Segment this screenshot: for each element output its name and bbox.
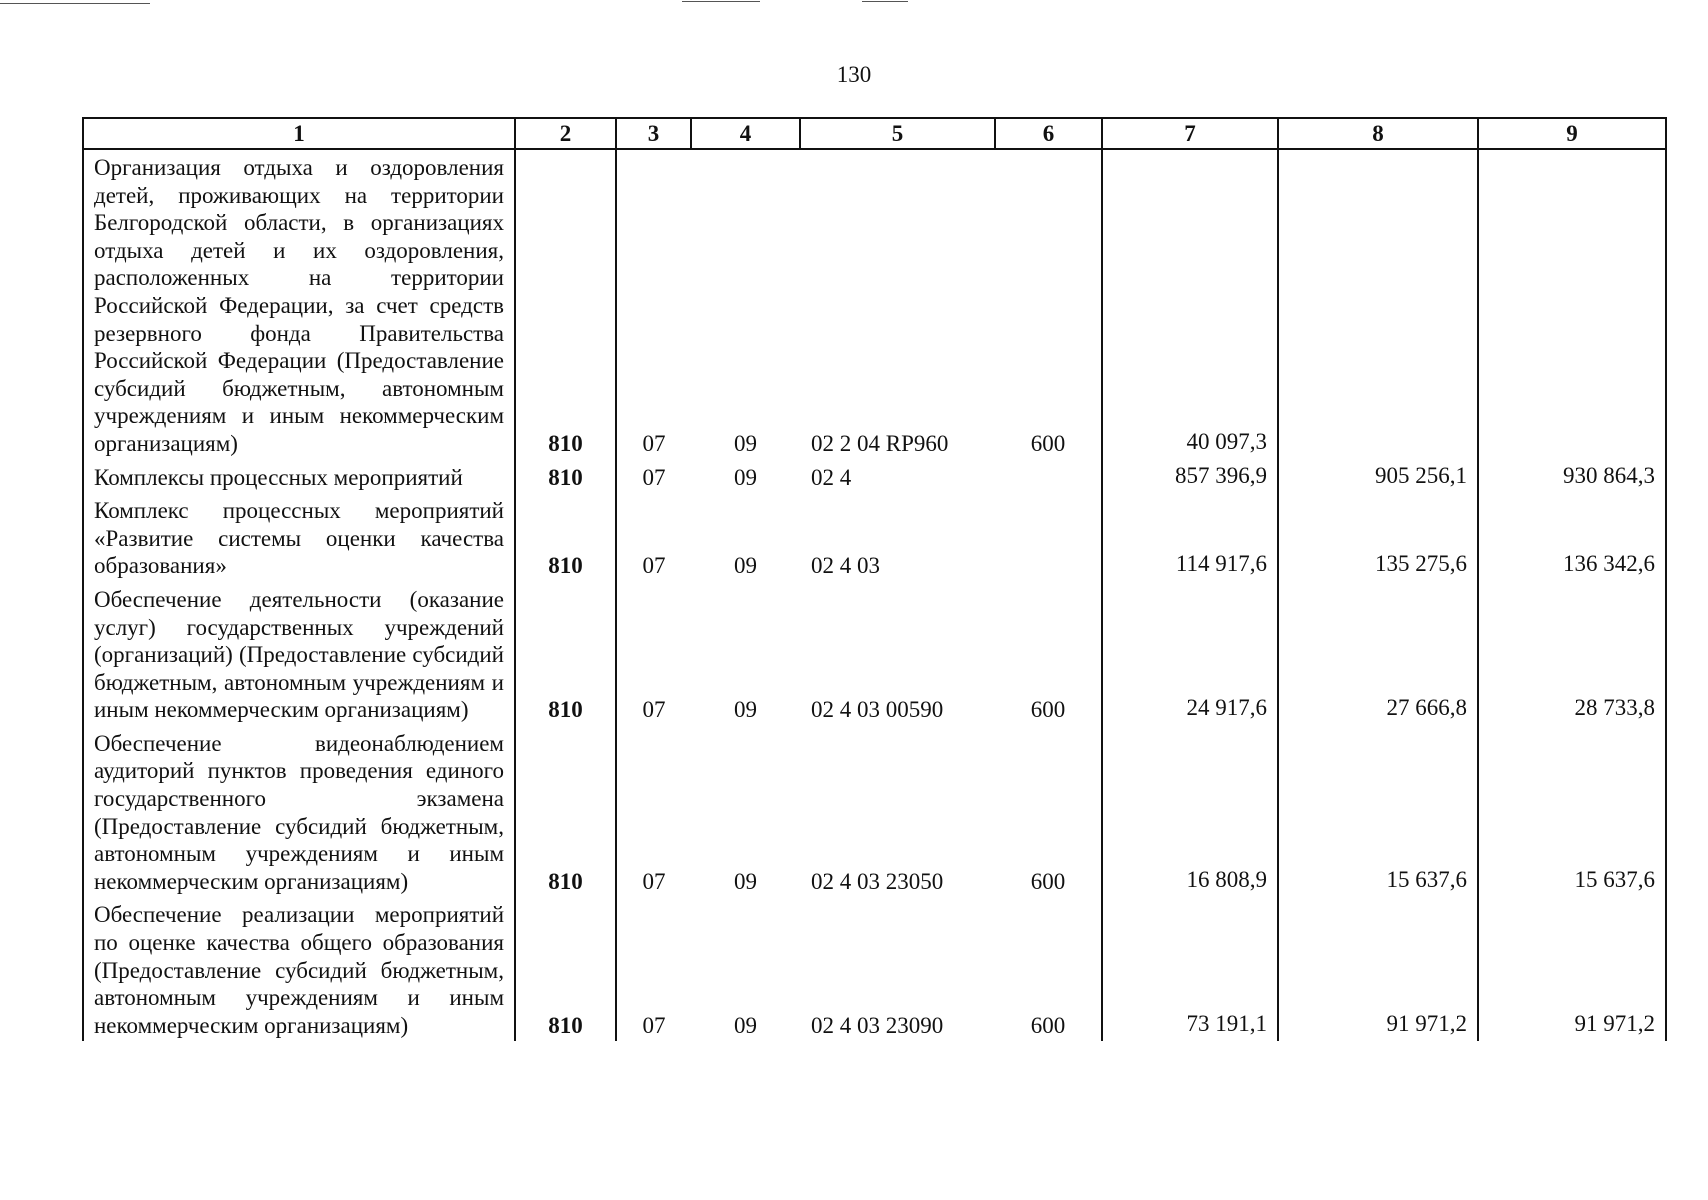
- column-header: 2: [515, 118, 616, 149]
- sum-year-3: [1478, 149, 1666, 460]
- column-header: 4: [691, 118, 800, 149]
- page-number: 130: [836, 62, 872, 87]
- section-code: 07: [642, 430, 666, 456]
- sum-year-2: 27 666,8: [1278, 582, 1478, 726]
- grbs-code: 810: [515, 149, 616, 460]
- column-header: 1: [83, 118, 515, 149]
- section-code: 07: [642, 464, 666, 490]
- column-header: 7: [1102, 118, 1278, 149]
- sum-year-1: 24 917,6: [1102, 582, 1278, 726]
- sum-year-3: 930 864,3: [1478, 460, 1666, 494]
- sum-year-1: 16 808,9: [1102, 726, 1278, 898]
- budget-table: [82, 117, 1667, 1041]
- section-code: 07: [642, 553, 666, 579]
- sum-year-3: 28 733,8: [1478, 582, 1666, 726]
- sum-year-1: 73 191,1: [1102, 897, 1278, 1041]
- subsection-code: 09: [734, 553, 757, 579]
- expense-type-code: 600: [1030, 697, 1066, 723]
- sum-year-1: 857 396,9: [1102, 460, 1278, 494]
- grbs-code: 810: [515, 726, 616, 898]
- sum-year-1: 114 917,6: [1102, 493, 1278, 582]
- grbs-code: 810: [515, 897, 616, 1041]
- row-name: Обеспечение реализации мероприятий по оценке качества общего образования (Предоставление субсидий бюджетным, автономным учреждениям и иным некоммерческим организациям): [83, 897, 515, 1041]
- subsection-code: 09: [734, 697, 757, 723]
- table-row: [83, 897, 1666, 1041]
- section-code: 07: [642, 697, 666, 723]
- table-row: [83, 726, 1666, 898]
- sum-year-1: 40 097,3: [1102, 149, 1278, 460]
- column-header: 8: [1278, 118, 1478, 149]
- sum-year-2: [1278, 149, 1478, 460]
- expense-type-code: [995, 493, 1102, 582]
- column-header: 5: [800, 118, 995, 149]
- header-row: [83, 118, 1666, 149]
- row-name: Комплексы процессных мероприятий: [83, 460, 515, 494]
- target-article-code: 02 4 03: [811, 553, 880, 579]
- sum-year-2: 91 971,2: [1278, 897, 1478, 1041]
- column-header: 3: [616, 118, 691, 149]
- grbs-code: 810: [515, 582, 616, 726]
- column-header: 9: [1478, 118, 1666, 149]
- row-name: Организация отдыха и оздоровления детей, проживающих на территории Белгородской области, в организациях отдыха детей и их оздоровления, расположенных на территории Российской Федерации, за счет средств резервного фонда Правительства Российской Федерации (Предоставление субсидий бюджетным, автономным учреждениям и иным некоммерческим организациям): [83, 149, 515, 460]
- subsection-code: 09: [734, 1012, 757, 1038]
- column-header: 6: [995, 118, 1102, 149]
- scan-edge-mark: [0, 3, 150, 4]
- section-code: 07: [642, 868, 666, 894]
- table-row: [83, 460, 1666, 494]
- subsection-code: 09: [734, 464, 757, 490]
- sum-year-3: 91 971,2: [1478, 897, 1666, 1041]
- expense-type-code: 600: [1030, 868, 1066, 894]
- expense-type-code: 600: [1030, 430, 1066, 456]
- subsection-code: 09: [734, 868, 757, 894]
- target-article-code: 02 4 03 23050: [811, 868, 944, 894]
- table-row: [83, 149, 1666, 460]
- row-name: Комплекс процессных мероприятий «Развитие системы оценки качества образования»: [83, 493, 515, 582]
- sum-year-2: 15 637,6: [1278, 726, 1478, 898]
- sum-year-3: 136 342,6: [1478, 493, 1666, 582]
- sum-year-2: 135 275,6: [1278, 493, 1478, 582]
- scan-edge-mark: [862, 1, 908, 2]
- table-row: [83, 493, 1666, 582]
- sum-year-3: 15 637,6: [1478, 726, 1666, 898]
- scan-edge-mark: [682, 1, 760, 2]
- target-article-code: 02 4 03 23090: [811, 1012, 944, 1038]
- target-article-code: 02 4 03 00590: [811, 697, 944, 723]
- grbs-code: 810: [515, 493, 616, 582]
- expense-type-code: [995, 460, 1102, 494]
- row-name: Обеспечение деятельности (оказание услуг) государственных учреждений (организаций) (Предоставление субсидий бюджетным, автономным учреждениям и иным некоммерческим организациям): [83, 582, 515, 726]
- table-row: [83, 582, 1666, 726]
- section-code: 07: [642, 1012, 666, 1038]
- subsection-code: 09: [734, 430, 757, 456]
- row-name: Обеспечение видеонаблюдением аудиторий пунктов проведения единого государственного экзамена (Предоставление субсидий бюджетным, автономным учреждениям и иным некоммерческим организациям): [83, 726, 515, 898]
- grbs-code: 810: [515, 460, 616, 494]
- target-article-code: 02 4: [811, 464, 852, 490]
- sum-year-2: 905 256,1: [1278, 460, 1478, 494]
- expense-type-code: 600: [1030, 1012, 1066, 1038]
- target-article-code: 02 2 04 RР960: [811, 430, 949, 456]
